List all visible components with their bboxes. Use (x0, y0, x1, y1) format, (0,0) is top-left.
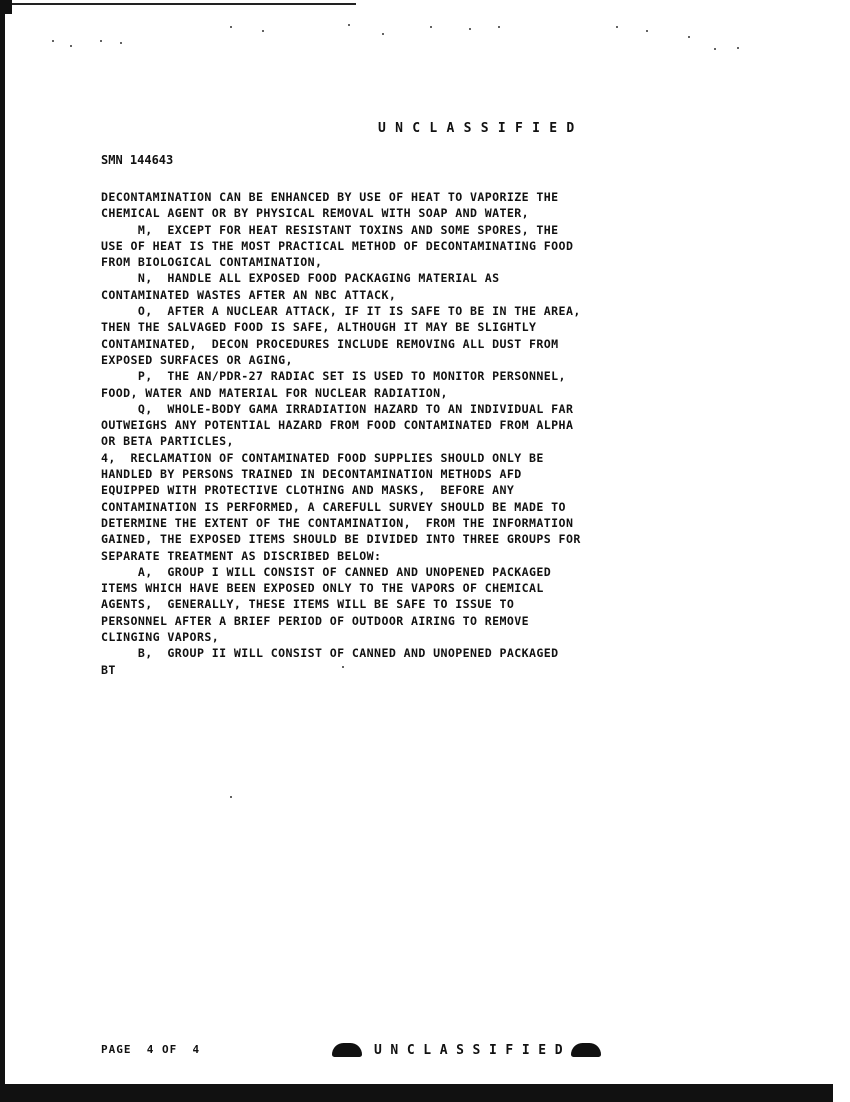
body-line: DETERMINE THE EXTENT OF THE CONTAMINATION, FROM THE INFORMATION (101, 515, 574, 530)
scan-speck (737, 47, 739, 49)
scan-speck (616, 26, 618, 28)
body-line: CONTAMINATION IS PERFORMED, A CAREFULL SURVEY SHOULD BE MADE TO (101, 499, 566, 514)
scan-speck (52, 40, 54, 42)
page-number: PAGE 4 OF 4 (101, 1043, 201, 1056)
body-line: N, HANDLE ALL EXPOSED FOOD PACKAGING MATERIAL AS (101, 271, 500, 286)
scan-left-corner (0, 0, 12, 14)
classification-header: UNCLASSIFIED (378, 121, 584, 136)
body-line: O, AFTER A NUCLEAR ATTACK, IF IT IS SAFE TO BE IN THE AREA, (101, 304, 581, 319)
scan-speck (230, 796, 232, 798)
scan-left-edge (0, 0, 5, 1085)
scan-speck (120, 42, 122, 44)
classification-footer (332, 1040, 601, 1060)
scan-speck (382, 33, 384, 35)
scan-speck (688, 36, 690, 38)
body-line: CONTAMINATED, DECON PROCEDURES INCLUDE REMOVING ALL DUST FROM (101, 336, 559, 351)
body-line: GAINED, THE EXPOSED ITEMS SHOULD BE DIVIDED INTO THREE GROUPS FOR (101, 532, 581, 547)
scan-speck (714, 48, 716, 50)
scan-speck (262, 30, 264, 32)
body-line: BT (101, 662, 116, 677)
body-line: CONTAMINATED WASTES AFTER AN NBC ATTACK, (101, 287, 397, 302)
body-line: CLINGING VAPORS, (101, 630, 220, 645)
body-line: M, EXCEPT FOR HEAT RESISTANT TOXINS AND SOME SPORES, THE (101, 222, 559, 237)
scan-top-rule (0, 3, 356, 5)
body-line: Q, WHOLE-BODY GAMA IRRADIATION HAZARD TO AN INDIVIDUAL FAR (101, 401, 574, 416)
body-line: EXPOSED SURFACES OR AGING, (101, 352, 293, 367)
classification-footer-label: UNCLASSIFIED (374, 1042, 572, 1058)
body-line: PERSONNEL AFTER A BRIEF PERIOD OF OUTDOOR AIRING TO REMOVE (101, 613, 530, 628)
body-line: OUTWEIGHS ANY POTENTIAL HAZARD FROM FOOD CONTAMINATED FROM ALPHA (101, 418, 574, 433)
body-line: B, GROUP II WILL CONSIST OF CANNED AND UNOPENED PACKAGED (101, 646, 559, 661)
body-line: THEN THE SALVAGED FOOD IS SAFE, ALTHOUGH IT MAY BE SLIGHTLY (101, 320, 537, 335)
body-line: AGENTS, GENERALLY, THESE ITEMS WILL BE SAFE TO ISSUE TO (101, 597, 515, 612)
body-line: A, GROUP I WILL CONSIST OF CANNED AND UNOPENED PACKAGED (101, 564, 552, 579)
body-line: EQUIPPED WITH PROTECTIVE CLOTHING AND MASKS, BEFORE ANY (101, 483, 515, 498)
body-line: P, THE AN/PDR-27 RADIAC SET IS USED TO MONITOR PERSONNEL, (101, 369, 566, 384)
scan-speck (498, 26, 500, 28)
scan-speck (230, 26, 232, 28)
body-line: USE OF HEAT IS THE MOST PRACTICAL METHOD OF DECONTAMINATING FOOD (101, 238, 574, 253)
scan-speck (646, 30, 648, 32)
body-line: FROM BIOLOGICAL CONTAMINATION, (101, 255, 323, 270)
scan-bottom-band (0, 1084, 833, 1102)
body-line: SEPARATE TREATMENT AS DISCRIBED BELOW: (101, 548, 382, 563)
body-line: DECONTAMINATION CAN BE ENHANCED BY USE OF HEAT TO VAPORIZE THE (101, 190, 559, 204)
body-line: 4, RECLAMATION OF CONTAMINATED FOOD SUPPLIES SHOULD ONLY BE (101, 450, 544, 465)
scan-speck (469, 28, 471, 30)
scan-speck (430, 26, 432, 28)
body-line: FOOD, WATER AND MATERIAL FOR NUCLEAR RADIATION, (101, 385, 448, 400)
body-line: ITEMS WHICH HAVE BEEN EXPOSED ONLY TO THE VAPORS OF CHEMICAL (101, 581, 544, 596)
message-id: SMN 144643 (101, 153, 174, 167)
body-line: CHEMICAL AGENT OR BY PHYSICAL REMOVAL WITH SOAP AND WATER, (101, 206, 530, 221)
redaction-blob-left (332, 1043, 362, 1057)
body-line: HANDLED BY PERSONS TRAINED IN DECONTAMINATION METHODS AFD (101, 467, 522, 482)
scan-speck (100, 40, 102, 42)
scan-speck (70, 45, 72, 47)
message-body (101, 189, 751, 678)
scan-speck (348, 24, 350, 26)
body-line: OR BETA PARTICLES, (101, 434, 234, 449)
redaction-blob-right (571, 1043, 601, 1057)
